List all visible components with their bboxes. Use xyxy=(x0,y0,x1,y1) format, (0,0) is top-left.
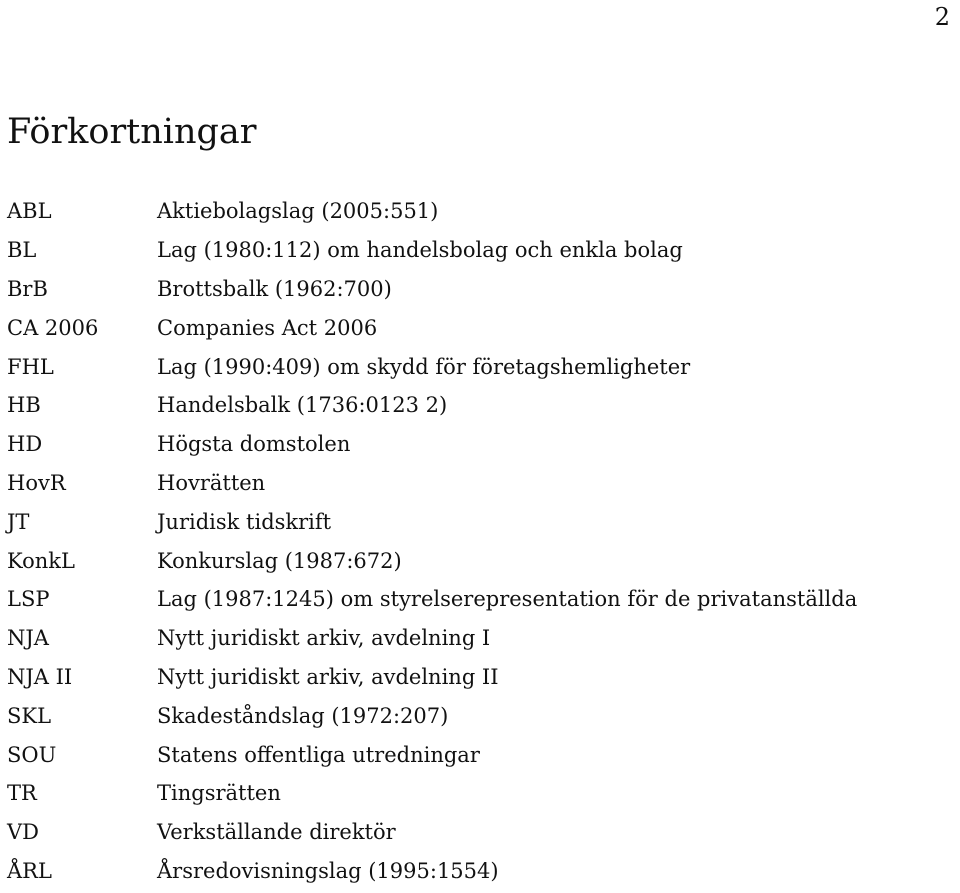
abbreviation-term: SOU xyxy=(7,742,57,767)
abbreviation-term: ÅRL xyxy=(7,858,52,883)
abbreviation-row xyxy=(7,580,947,619)
abbreviation-term: BL xyxy=(7,238,37,263)
abbreviation-term: FHL xyxy=(7,354,54,379)
abbreviation-term: HB xyxy=(7,393,41,418)
abbreviation-term: CA 2006 xyxy=(7,315,99,340)
abbreviation-description: Brottsbalk (1962:700) xyxy=(157,276,392,301)
abbreviation-row xyxy=(7,386,947,425)
abbreviation-description: Nytt juridiskt arkiv, avdelning I xyxy=(157,626,491,651)
abbreviation-description: Aktiebolagslag (2005:551) xyxy=(157,199,439,224)
abbreviation-term: VD xyxy=(7,820,40,845)
abbreviation-row xyxy=(7,425,947,464)
abbreviation-description: Lag (1990:409) om skydd för företagshemligheter xyxy=(157,354,691,379)
abbreviation-term: HD xyxy=(7,432,43,457)
abbreviation-description: Companies Act 2006 xyxy=(157,315,378,340)
abbreviation-term: NJA xyxy=(7,626,49,651)
abbreviation-row xyxy=(7,270,947,309)
abbreviation-row xyxy=(7,231,947,270)
abbreviation-description: Konkurslag (1987:672) xyxy=(157,548,402,573)
abbreviation-description: Årsredovisningslag (1995:1554) xyxy=(157,858,499,883)
abbreviation-description: Hovrätten xyxy=(157,470,266,495)
abbreviation-description: Lag (1980:112) om handelsbolag och enkla bolag xyxy=(157,238,683,263)
abbreviation-term: JT xyxy=(7,509,30,534)
abbreviation-term: ABL xyxy=(7,199,52,224)
abbreviation-term: SKL xyxy=(7,703,52,728)
abbreviation-row xyxy=(7,502,947,541)
abbreviation-term: LSP xyxy=(7,587,50,612)
abbreviation-description: Tingsrätten xyxy=(157,781,281,806)
abbreviation-row xyxy=(7,541,947,580)
abbreviation-description: Lag (1987:1245) om styrelserepresentation för de privatanställda xyxy=(157,587,858,612)
abbreviation-term: BrB xyxy=(7,276,48,301)
abbreviation-term: TR xyxy=(7,781,37,806)
abbreviation-row xyxy=(7,658,947,697)
abbreviation-term: NJA II xyxy=(7,664,73,689)
abbreviation-list xyxy=(7,192,947,890)
abbreviation-row xyxy=(7,852,947,891)
abbreviation-description: Statens offentliga utredningar xyxy=(157,742,480,767)
abbreviation-description: Skadeståndslag (1972:207) xyxy=(157,703,449,728)
abbreviation-description: Verkställande direktör xyxy=(157,820,396,845)
abbreviation-term: KonkL xyxy=(7,548,75,573)
abbreviation-row xyxy=(7,308,947,347)
page-number: 2 xyxy=(934,3,950,31)
abbreviation-row xyxy=(7,192,947,231)
abbreviation-row xyxy=(7,813,947,852)
abbreviation-description: Högsta domstolen xyxy=(157,432,351,457)
abbreviation-row xyxy=(7,696,947,735)
abbreviation-description: Handelsbalk (1736:0123 2) xyxy=(157,393,448,418)
abbreviation-row xyxy=(7,464,947,503)
abbreviation-row xyxy=(7,347,947,386)
abbreviation-description: Nytt juridiskt arkiv, avdelning II xyxy=(157,664,499,689)
abbreviation-row xyxy=(7,619,947,658)
page-title: Förkortningar xyxy=(7,112,257,152)
abbreviation-term: HovR xyxy=(7,470,66,495)
abbreviation-row xyxy=(7,735,947,774)
abbreviation-row xyxy=(7,774,947,813)
abbreviation-description: Juridisk tidskrift xyxy=(157,509,332,534)
